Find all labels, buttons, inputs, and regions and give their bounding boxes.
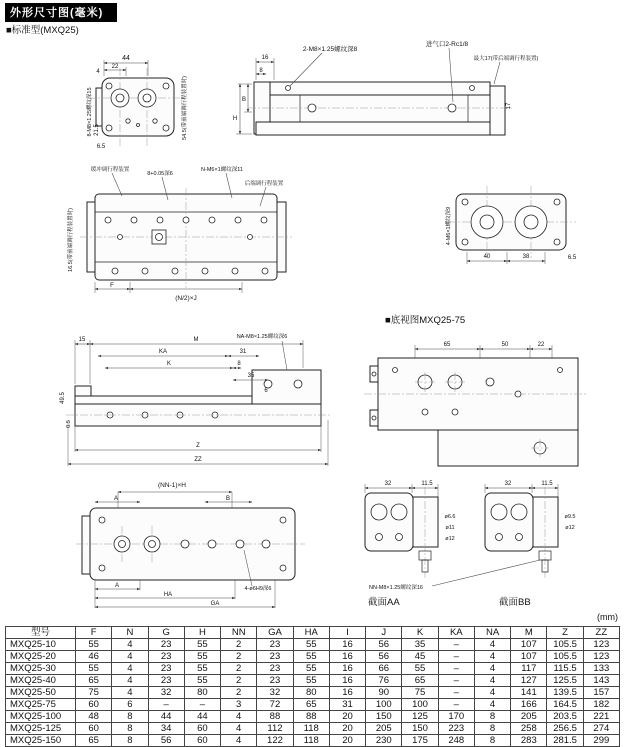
dim-65: 65 (443, 342, 451, 348)
value-cell: – (438, 675, 474, 687)
dim-38: 38 (522, 254, 530, 260)
value-cell: 55 (293, 639, 329, 651)
value-cell: 4 (474, 639, 510, 651)
value-cell: 32 (257, 687, 293, 699)
value-cell: 230 (366, 735, 402, 747)
value-cell: 16 (329, 663, 365, 675)
value-cell: 4 (474, 699, 510, 711)
value-cell: 76 (366, 675, 402, 687)
value-cell: 2 (221, 651, 257, 663)
value-cell: 112 (257, 723, 293, 735)
dia-label: ø11 (445, 525, 455, 531)
value-cell: 205 (511, 711, 547, 723)
dim-32: 32 (384, 481, 392, 487)
value-cell: 55 (184, 651, 220, 663)
value-cell: – (148, 699, 184, 711)
column-header: 型号 (6, 627, 76, 639)
value-cell: 55 (76, 663, 112, 675)
value-cell: 56 (366, 651, 402, 663)
value-cell: 205 (366, 723, 402, 735)
value-cell: 56 (148, 735, 184, 747)
bottom-view-label: ■底视图MXQ25-75 (385, 315, 466, 326)
value-cell: 105.5 (547, 651, 583, 663)
dim-11-5: 11.5 (541, 481, 553, 487)
value-cell: 90 (366, 687, 402, 699)
value-cell: 258 (511, 723, 547, 735)
value-cell: 117 (511, 663, 547, 675)
value-cell: 34 (148, 723, 184, 735)
value-cell: 23 (148, 639, 184, 651)
dim-8: 8 (259, 68, 263, 74)
value-cell: 150 (366, 711, 402, 723)
column-header: NN (221, 627, 257, 639)
value-cell: 143 (583, 675, 619, 687)
value-cell: 66 (366, 663, 402, 675)
thread-note: NN-M8×1.25螺纹深16 (369, 585, 423, 591)
value-cell: 20 (329, 711, 365, 723)
value-cell: 299 (583, 735, 619, 747)
dimension-table (5, 626, 620, 747)
value-cell: 8 (112, 723, 148, 735)
value-cell: 16 (329, 639, 365, 651)
dim-35: 35 (247, 373, 255, 379)
value-cell: 203.5 (547, 711, 583, 723)
value-cell: 55 (402, 663, 438, 675)
dim-KA: KA (158, 349, 168, 355)
column-header: ZZ (583, 627, 619, 639)
value-cell: 55 (184, 675, 220, 687)
drawing-section-aa (365, 481, 456, 578)
value-cell: 4 (112, 687, 148, 699)
table-row (6, 723, 620, 735)
value-cell: 4 (474, 663, 510, 675)
value-cell: 4 (112, 663, 148, 675)
model-cell: MXQ25-125 (6, 723, 76, 735)
value-cell: 56 (366, 639, 402, 651)
model-cell: MXQ25-20 (6, 651, 76, 663)
value-cell: 16 (329, 687, 365, 699)
value-cell: 2 (221, 687, 257, 699)
dim-Z: Z (196, 443, 200, 449)
dim-6-5: 6.5 (96, 144, 106, 150)
value-cell: 72 (257, 699, 293, 711)
pin-hole-note: 4-ø6H9深6 (244, 586, 272, 592)
dia-label: ø9.5 (564, 514, 576, 520)
value-cell: 60 (76, 699, 112, 711)
column-header: J (366, 627, 402, 639)
value-cell: 88 (293, 711, 329, 723)
column-header: K (402, 627, 438, 639)
dim-0-5: 0.5 (66, 420, 72, 428)
value-cell: 60 (184, 735, 220, 747)
dim-50: 50 (501, 342, 509, 348)
dim-11-5: 11.5 (421, 481, 433, 487)
value-cell: 141 (511, 687, 547, 699)
table-row (6, 711, 620, 723)
dim-H: H (232, 116, 238, 122)
section-bb-label: 截面BB (499, 597, 531, 608)
value-cell: 139.5 (547, 687, 583, 699)
drawing-side-view (233, 39, 539, 135)
value-cell: 75 (402, 687, 438, 699)
unit-label: (mm) (597, 612, 618, 622)
dim-A-bottom: A (114, 583, 120, 589)
dim-A-top: A (113, 496, 119, 502)
drawing-bottom-view-75 (364, 342, 586, 466)
table-row (6, 675, 620, 687)
dim-17: 17 (506, 102, 512, 110)
value-cell: 100 (402, 699, 438, 711)
drawing-bottom-plan (76, 482, 305, 608)
value-cell: 8 (112, 735, 148, 747)
value-cell: – (184, 699, 220, 711)
column-header: NA (474, 627, 510, 639)
value-cell: 23 (257, 651, 293, 663)
value-cell: 16 (329, 675, 365, 687)
value-cell: 256.5 (547, 723, 583, 735)
column-header: N (112, 627, 148, 639)
column-header: Z (547, 627, 583, 639)
value-cell: 75 (76, 687, 112, 699)
dim-22: 22 (537, 342, 545, 348)
rear-adjuster-note: 后端调行程装置 (244, 181, 284, 187)
value-cell: 125.5 (547, 675, 583, 687)
thread-note: NA-M8×1.25螺纹深6 (236, 334, 288, 340)
thread-note: N-M6×1螺纹深11 (201, 167, 243, 173)
air-port-note: 进气口2-Rc1/8 (425, 41, 469, 48)
value-cell: 44 (148, 711, 184, 723)
dim-table-head-row (6, 627, 620, 639)
value-cell: 248 (438, 735, 474, 747)
dia-label: ø12 (445, 536, 455, 542)
value-cell: 115.5 (547, 663, 583, 675)
value-cell: 150 (402, 723, 438, 735)
value-cell: 283 (511, 735, 547, 747)
value-cell: 105.5 (547, 639, 583, 651)
value-cell: 4 (221, 735, 257, 747)
value-cell: 4 (112, 651, 148, 663)
value-cell: 2 (221, 675, 257, 687)
value-cell: 55 (293, 651, 329, 663)
section-aa-label: 截面AA (368, 597, 400, 608)
value-cell: 4 (221, 723, 257, 735)
dim-32: 32 (504, 481, 512, 487)
value-cell: 123 (583, 651, 619, 663)
value-cell: 23 (148, 651, 184, 663)
dim-8: 8 (237, 361, 241, 367)
value-cell: 46 (76, 651, 112, 663)
value-cell: 20 (329, 723, 365, 735)
value-cell: 2 (221, 639, 257, 651)
value-cell: 65 (402, 675, 438, 687)
column-header: HA (293, 627, 329, 639)
table-row (6, 687, 620, 699)
model-cell: MXQ25-50 (6, 687, 76, 699)
value-cell: 4 (112, 639, 148, 651)
value-cell: 2 (221, 663, 257, 675)
value-cell: 8 (474, 711, 510, 723)
value-cell: 44 (184, 711, 220, 723)
value-cell: – (438, 651, 474, 663)
front-adjuster-width-note: 16.5(带前端调行程装置时) (68, 208, 74, 272)
value-cell: 107 (511, 639, 547, 651)
model-cell: MXQ25-40 (6, 675, 76, 687)
dim-6-5: 6.5 (567, 255, 577, 261)
column-header: H (184, 627, 220, 639)
dim-nn-1-h: (NN-1)×H (158, 482, 186, 489)
column-header: I (329, 627, 365, 639)
dim-ZZ: ZZ (194, 457, 202, 463)
value-cell: 182 (583, 699, 619, 711)
dia-label: ø12 (565, 525, 575, 531)
value-cell: 55 (76, 639, 112, 651)
value-cell: 55 (184, 639, 220, 651)
model-cell: MXQ25-100 (6, 711, 76, 723)
value-cell: 65 (293, 699, 329, 711)
model-cell: MXQ25-30 (6, 663, 76, 675)
model-cell: MXQ25-10 (6, 639, 76, 651)
dim-K: K (166, 361, 172, 367)
value-cell: 3 (221, 699, 257, 711)
dim-M: M (193, 337, 199, 343)
column-header: G (148, 627, 184, 639)
value-cell: 122 (257, 735, 293, 747)
value-cell: 4 (474, 687, 510, 699)
value-cell: 4 (221, 711, 257, 723)
value-cell: – (438, 639, 474, 651)
table-row (6, 639, 620, 651)
value-cell: 118 (293, 723, 329, 735)
value-cell: 23 (148, 675, 184, 687)
thread-note: 8-M8×1.25螺纹深15 (87, 87, 93, 137)
value-cell: 8 (474, 735, 510, 747)
dim-44: 44 (122, 55, 130, 62)
value-cell: 55 (293, 663, 329, 675)
dim-B: B (241, 97, 247, 103)
value-cell: 127 (511, 675, 547, 687)
value-cell: 4 (474, 675, 510, 687)
value-cell: 274 (583, 723, 619, 735)
drawing-side-elevation (60, 332, 332, 466)
value-cell: 4 (474, 651, 510, 663)
column-header: F (76, 627, 112, 639)
value-cell: 45 (402, 651, 438, 663)
value-cell: 133 (583, 663, 619, 675)
value-cell: 123 (583, 639, 619, 651)
dim-21-5: 21.5 (94, 124, 100, 136)
model-cell: MXQ25-75 (6, 699, 76, 711)
value-cell: 65 (76, 735, 112, 747)
value-cell: 125 (402, 711, 438, 723)
value-cell: 107 (511, 651, 547, 663)
table-row (6, 651, 620, 663)
dim-F: F (110, 283, 114, 289)
value-cell: 23 (257, 639, 293, 651)
dim-15: 15 (78, 337, 86, 343)
dim-pitch-formula: (N/2)×J (175, 295, 197, 302)
value-cell: 48 (76, 711, 112, 723)
value-cell: 100 (366, 699, 402, 711)
table-row (6, 699, 620, 711)
thread-note: 2-M8×1.25螺纹深8 (302, 46, 358, 53)
dim-40: 40 (483, 254, 491, 260)
dim-49-5: 49.5 (60, 392, 66, 404)
buffer-note: 缓冲调行程装置 (90, 167, 130, 173)
page-title: 外形尺寸图(毫米) (5, 3, 117, 22)
value-cell: 31 (329, 699, 365, 711)
dim-4: 4 (96, 69, 100, 75)
value-cell: 35 (402, 639, 438, 651)
value-cell: 6 (112, 699, 148, 711)
value-cell: 65 (76, 675, 112, 687)
key-note: 8+0.05深6 (147, 171, 173, 177)
value-cell: 32 (148, 687, 184, 699)
dim-table-body (6, 639, 620, 747)
value-cell: 88 (257, 711, 293, 723)
value-cell: 55 (293, 675, 329, 687)
dim-B-top: B (225, 496, 231, 502)
column-header: GA (257, 627, 293, 639)
value-cell: 20 (329, 735, 365, 747)
max-stroke-note: 最大17(带后端调行程装置) (473, 56, 539, 62)
thread-note: 4-M6×1螺纹深9 (446, 206, 452, 246)
table-row (6, 663, 620, 675)
value-cell: 80 (184, 687, 220, 699)
value-cell: 23 (148, 663, 184, 675)
front-adjuster-note: 54.5(带前端调行程装置时) (182, 76, 188, 140)
value-cell: 281.5 (547, 735, 583, 747)
table-row (6, 735, 620, 747)
value-cell: 175 (402, 735, 438, 747)
value-cell: 221 (583, 711, 619, 723)
value-cell: 8 (112, 711, 148, 723)
value-cell: – (438, 687, 474, 699)
value-cell: 16 (329, 651, 365, 663)
dim-31: 31 (239, 349, 247, 355)
dim-GA: GA (210, 601, 220, 607)
value-cell: 55 (184, 663, 220, 675)
value-cell: 60 (76, 723, 112, 735)
column-header: KA (438, 627, 474, 639)
model-subtitle: ■标准型(MXQ25) (6, 25, 79, 36)
value-cell: 223 (438, 723, 474, 735)
value-cell: 23 (257, 675, 293, 687)
dia-label: ø6.6 (444, 514, 456, 520)
drawing-plan-main (66, 165, 292, 302)
value-cell: 23 (257, 663, 293, 675)
dim-HA: HA (163, 592, 173, 598)
model-cell: MXQ25-150 (6, 735, 76, 747)
value-cell: 60 (184, 723, 220, 735)
value-cell: 164.5 (547, 699, 583, 711)
value-cell: 4 (112, 675, 148, 687)
value-cell: 157 (583, 687, 619, 699)
dim-6: 6 (264, 388, 268, 394)
value-cell: 8 (474, 723, 510, 735)
drawing-plan-top-left (85, 55, 188, 150)
value-cell: 166 (511, 699, 547, 711)
value-cell: – (438, 663, 474, 675)
value-cell: 170 (438, 711, 474, 723)
column-header: M (511, 627, 547, 639)
dim-16: 16 (261, 55, 269, 61)
value-cell: 80 (293, 687, 329, 699)
dim-22: 22 (111, 64, 119, 70)
value-cell: 118 (293, 735, 329, 747)
drawing-end-view (444, 186, 577, 264)
value-cell: – (438, 699, 474, 711)
